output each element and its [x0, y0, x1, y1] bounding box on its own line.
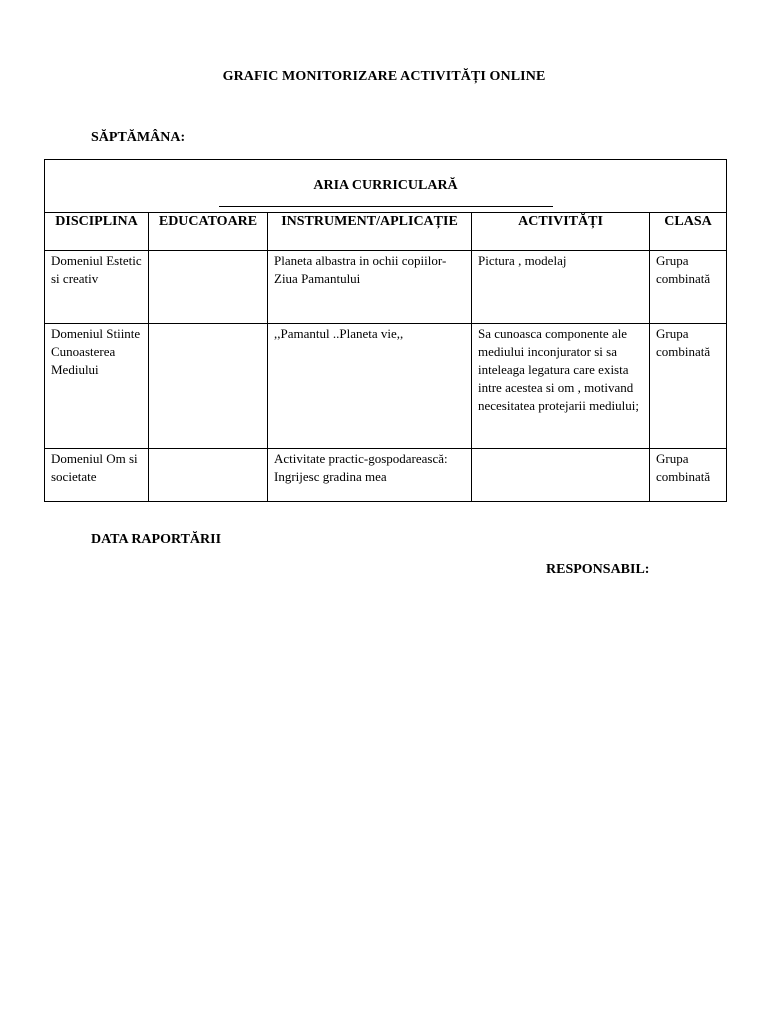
cell-activitati: [472, 251, 650, 324]
monitoring-table: [44, 159, 727, 502]
curricular-area-underline: [219, 206, 553, 207]
cell-disciplina-text: Domeniul Estetic si creativ: [51, 253, 142, 286]
cell-clasa: [650, 449, 727, 502]
cell-educatoare-text: [149, 324, 267, 325]
week-label: SĂPTĂMÂNA:: [91, 130, 186, 145]
cell-clasa-text: Grupa combinată: [656, 451, 711, 484]
cell-instrument-text: ,,Pamantul ..Planeta vie,,: [274, 326, 404, 341]
curricular-area-cell: [45, 160, 727, 213]
cell-activitati-text: Sa cunoasca componente ale mediului inconjurator si sa inteleaga legatura care exista intre acestea si om , motivand necesitatea protejarii mediului;: [478, 326, 639, 413]
report-date-label: DATA RAPORTĂRII: [91, 532, 222, 547]
cell-educatoare: [149, 449, 268, 502]
cell-instrument: [268, 449, 472, 502]
cell-activitati: [472, 324, 650, 449]
header-activitati: ACTIVITĂȚI: [472, 213, 650, 251]
cell-activitati-text: Pictura , modelaj: [478, 253, 567, 268]
cell-clasa: [650, 251, 727, 324]
cell-disciplina: [45, 324, 149, 449]
cell-educatoare: [149, 324, 268, 449]
cell-educatoare-text: [149, 251, 267, 252]
cell-instrument: [268, 251, 472, 324]
cell-disciplina-text: Domeniul Om si societate: [51, 451, 138, 484]
cell-activitati: [472, 449, 650, 502]
cell-educatoare-text: [149, 449, 267, 450]
header-educatoare: EDUCATOARE: [149, 213, 268, 251]
table-header-row: [45, 213, 727, 251]
cell-educatoare: [149, 251, 268, 324]
responsible-label: RESPONSABIL:: [546, 562, 650, 577]
cell-disciplina: [45, 251, 149, 324]
cell-clasa: [650, 324, 727, 449]
cell-disciplina-text: Domeniul Stiinte Cunoasterea Mediului: [51, 326, 141, 377]
table-row: [45, 251, 727, 324]
cell-disciplina: [45, 449, 149, 502]
cell-instrument: [268, 324, 472, 449]
curricular-area-label: ARIA CURRICULARĂ: [313, 178, 458, 193]
table-row: [45, 449, 727, 502]
cell-clasa-text: Grupa combinată: [656, 326, 711, 359]
header-disciplina: DISCIPLINA: [45, 213, 149, 251]
document-title: GRAFIC MONITORIZARE ACTIVITĂȚI ONLINE: [222, 69, 546, 84]
table-row: [45, 324, 727, 449]
header-clasa: CLASA: [650, 213, 727, 251]
cell-instrument-text: Activitate practic-gospodarească: Ingrijesc gradina mea: [274, 451, 448, 484]
cell-instrument-text: Planeta albastra in ochii copiilor-Ziua Pamantului: [274, 253, 447, 286]
header-instrument: INSTRUMENT/APLICAȚIE: [268, 213, 472, 251]
cell-activitati-text: [472, 449, 649, 450]
cell-clasa-text: Grupa combinată: [656, 253, 711, 286]
